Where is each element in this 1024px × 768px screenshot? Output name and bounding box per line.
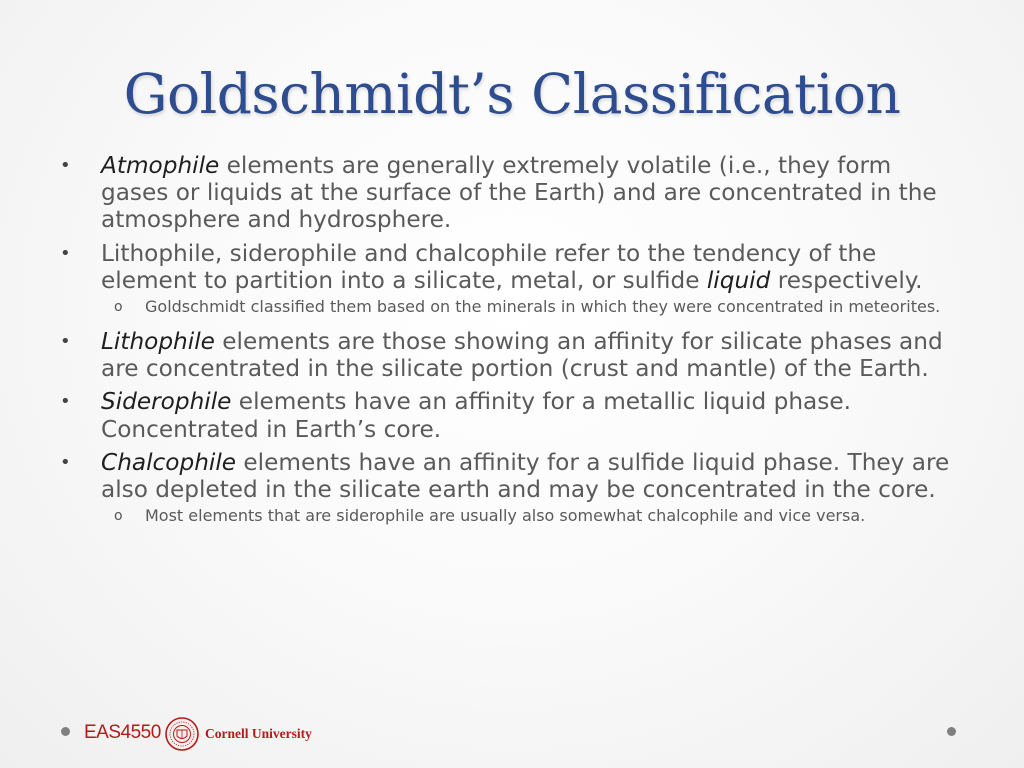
bullet-marker: • xyxy=(60,242,71,264)
footer-dot-left xyxy=(61,727,70,736)
bullet-text: elements are those showing an affinity for silicate phases and are concentrated in the silicate portion (crust and mantle) of the Earth. xyxy=(101,328,943,383)
course-code: EAS4550 xyxy=(84,722,161,743)
bullet-atmophile xyxy=(60,152,965,234)
term-atmophile: Atmophile xyxy=(101,152,220,179)
bullet-marker: • xyxy=(60,451,71,473)
university-name: Cornell University xyxy=(205,726,312,741)
sub-bullet-marker: o xyxy=(114,508,123,525)
bullet-marker: • xyxy=(60,331,71,353)
sub-bullet-text: Most elements that are siderophile are usually also somewhat chalcophile and vice versa. xyxy=(145,506,866,526)
bullet-marker: • xyxy=(60,391,71,413)
bullet-text: elements have an affinity for a sulfide liquid phase. They are also depleted in the silicate earth and may be concentrated in the core. xyxy=(101,448,950,504)
bullet-marker: • xyxy=(60,155,71,176)
bullet-text: Lithophile, siderophile and chalcophile refer to the tendency of the element to partition into a silicate, metal, or sulfide xyxy=(101,239,877,294)
bullet-text: elements are generally extremely volatile (i.e., they form gases or liquids at the surface of the Earth) and are concentrated in the atmosphere and hydrosphere. xyxy=(101,152,937,234)
bullet-text-end: respectively. xyxy=(770,266,923,294)
bullet-partitioning xyxy=(60,240,965,294)
sub-bullet-vice-versa xyxy=(60,507,965,525)
slide-content xyxy=(60,152,965,537)
bullet-siderophile xyxy=(60,388,965,442)
bullet-chalcophile xyxy=(60,449,965,503)
bullet-lithophile xyxy=(60,328,965,382)
bullet-text: elements have an affinity for a metallic liquid phase. Concentrated in Earth’s core. xyxy=(101,388,851,443)
footer-dot-right xyxy=(947,727,956,736)
term-liquid: liquid xyxy=(706,266,771,294)
sub-bullet-marker: o xyxy=(114,299,123,316)
term-siderophile: Siderophile xyxy=(101,388,232,416)
term-chalcophile: Chalcophile xyxy=(101,448,237,476)
sub-bullet-meteorites xyxy=(60,298,965,316)
term-lithophile: Lithophile xyxy=(101,328,215,356)
sub-bullet-text: Goldschmidt classified them based on the minerals in which they were concentrated in meteorites. xyxy=(145,297,941,317)
slide-title: Goldschmidt’s Classification xyxy=(123,62,901,126)
cornell-seal-icon xyxy=(165,717,199,751)
